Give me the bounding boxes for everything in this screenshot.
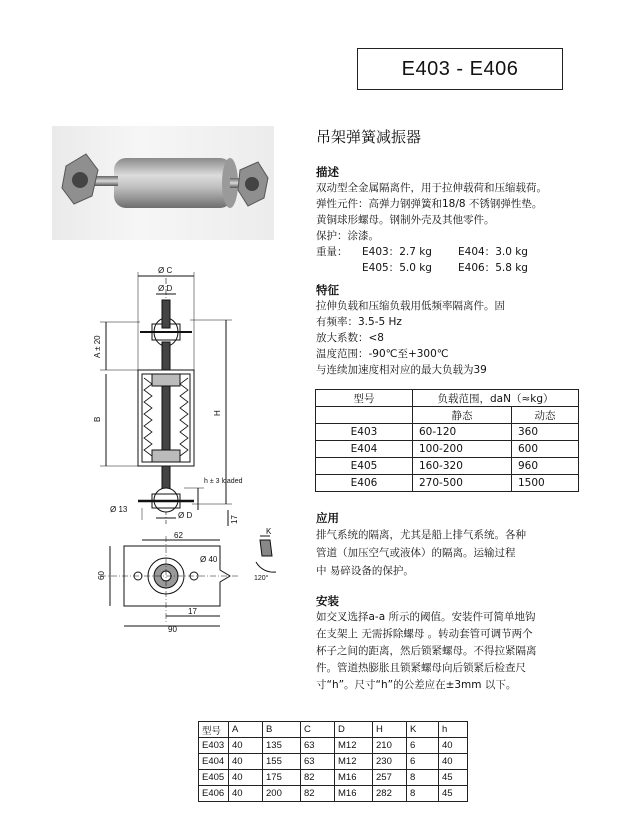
load-dynamic-cell: 360 <box>512 424 579 441</box>
weight-item <box>362 260 432 276</box>
dim-header-c: C <box>301 722 335 738</box>
table-row <box>316 458 579 475</box>
dim-cell: 8 <box>407 786 439 802</box>
weight-model: E406： <box>458 262 496 274</box>
description-body <box>316 180 547 244</box>
dim-cell: 175 <box>263 770 301 786</box>
dim-cell: 45 <box>439 770 468 786</box>
dim-header-h: H <box>373 722 407 738</box>
load-table-header-model: 型号 <box>316 390 413 407</box>
weight-value: 2.7 kg <box>399 246 432 258</box>
description-line: 保护：涂漆。 <box>316 230 379 242</box>
table-row <box>316 424 579 441</box>
dim-header-b: B <box>263 722 301 738</box>
load-table-header-dynamic: 动态 <box>512 407 579 424</box>
weight-item <box>458 260 528 276</box>
dim-header-a: A <box>229 722 263 738</box>
dimension-table <box>198 721 468 802</box>
dim-label-h: H <box>213 410 222 416</box>
description-line: 双动型全金属隔离件，用于拉伸载荷和压缩载荷。 <box>316 182 547 194</box>
table-header-row <box>199 722 468 738</box>
dim-label-62: 62 <box>174 531 183 540</box>
application-heading: 应用 <box>316 511 339 525</box>
dim-label-phi-c: Ø C <box>158 266 173 275</box>
model-range-text: E403 - E406 <box>401 57 519 80</box>
description-line: 黄铜球形螺母。钢制外壳及其他零件。 <box>316 214 495 226</box>
load-table-header-static: 静态 <box>413 407 512 424</box>
dim-label-90: 90 <box>168 625 177 632</box>
dim-label-angle: 120° <box>254 575 269 582</box>
load-model-cell: E404 <box>316 441 413 458</box>
application-line: 中 易碎设备的保护。 <box>316 565 414 577</box>
dim-cell: 135 <box>263 738 301 754</box>
dim-cell: 200 <box>263 786 301 802</box>
load-table-header-range: 负载范围，daN（≈kg） <box>413 390 579 407</box>
dim-cell: 40 <box>229 738 263 754</box>
dim-label-phi-40: Ø 40 <box>200 555 218 564</box>
weight-value: 5.8 kg <box>495 262 528 274</box>
dim-cell: 40 <box>439 738 468 754</box>
weight-item <box>458 244 528 260</box>
dim-cell: 82 <box>301 770 335 786</box>
product-photo-illustration <box>52 126 274 240</box>
weight-value: 3.0 kg <box>495 246 528 258</box>
load-dynamic-cell: 1500 <box>512 475 579 492</box>
table-row <box>199 738 468 754</box>
feature-line: 拉伸负载和压缩负载用低频率隔离件。固 <box>316 300 505 312</box>
dim-label-phi-13: Ø 13 <box>110 505 128 514</box>
application-body <box>316 526 526 580</box>
dim-label-a: A ± 20 <box>93 335 102 358</box>
load-static-cell: 160-320 <box>413 458 512 475</box>
dim-cell: 282 <box>373 786 407 802</box>
dim-cell: 63 <box>301 738 335 754</box>
weight-model: E404： <box>458 246 496 258</box>
dim-cell: E404 <box>199 754 229 770</box>
dim-cell: E403 <box>199 738 229 754</box>
weight-label: 重量： <box>316 246 348 258</box>
load-model-cell: E403 <box>316 424 413 441</box>
feature-line: 有频率：3.5-5 Hz <box>316 316 402 328</box>
dim-cell: 63 <box>301 754 335 770</box>
feature-line: 温度范围：-90℃至+300℃ <box>316 348 449 360</box>
dim-label-phi-d-lower: Ø D <box>178 511 193 520</box>
technical-drawing <box>80 262 300 632</box>
load-table-empty-cell <box>316 407 413 424</box>
dim-label-17b: 17 <box>188 607 197 616</box>
model-range-title <box>357 48 563 90</box>
features-body <box>316 298 505 378</box>
dim-cell: M16 <box>335 770 373 786</box>
load-model-cell: E405 <box>316 458 413 475</box>
load-static-cell: 270-500 <box>413 475 512 492</box>
load-dynamic-cell: 600 <box>512 441 579 458</box>
features-heading: 特征 <box>316 283 339 297</box>
dim-cell: 40 <box>229 786 263 802</box>
dim-cell: M12 <box>335 738 373 754</box>
installation-heading: 安装 <box>316 594 339 608</box>
dim-header-model: 型号 <box>199 722 229 738</box>
dim-label-k: K <box>266 527 272 536</box>
dim-cell: 40 <box>229 754 263 770</box>
weight-value: 5.0 kg <box>399 262 432 274</box>
product-photo <box>52 126 274 240</box>
dim-cell: 40 <box>439 754 468 770</box>
dim-cell: 45 <box>439 786 468 802</box>
table-row <box>199 754 468 770</box>
dim-cell: 8 <box>407 770 439 786</box>
installation-line: 杯子之间的距离，然后锁紧螺母。不得拉紧隔离 <box>316 645 537 657</box>
installation-line: 如交叉选择a-a 所示的阈值。安装件可简单地钩 <box>316 611 536 623</box>
application-line: 管道（加压空气或液体）的隔离。运输过程 <box>316 547 516 559</box>
load-model-cell: E406 <box>316 475 413 492</box>
dim-cell: 6 <box>407 738 439 754</box>
load-dynamic-cell: 960 <box>512 458 579 475</box>
description-heading: 描述 <box>316 165 339 179</box>
dim-header-k: K <box>407 722 439 738</box>
weight-model: E403： <box>362 246 400 258</box>
dim-label-b: B <box>93 416 102 422</box>
dim-cell: M16 <box>335 786 373 802</box>
table-row <box>199 770 468 786</box>
dim-cell: 82 <box>301 786 335 802</box>
dim-label-60: 60 <box>97 571 106 580</box>
dim-cell: 230 <box>373 754 407 770</box>
feature-line: 放大系数：<8 <box>316 332 384 344</box>
weight-model: E405： <box>362 262 400 274</box>
dim-cell: 40 <box>229 770 263 786</box>
dim-header-d: D <box>335 722 373 738</box>
table-row <box>316 475 579 492</box>
load-static-cell: 100-200 <box>413 441 512 458</box>
dim-cell: 257 <box>373 770 407 786</box>
dim-cell: E405 <box>199 770 229 786</box>
dim-header-h-small: h <box>439 722 468 738</box>
load-range-table <box>315 389 579 492</box>
dim-label-17: 17 <box>230 515 239 524</box>
product-title: 吊架弹簧减振器 <box>316 128 422 146</box>
dim-cell: E406 <box>199 786 229 802</box>
installation-body <box>316 609 537 694</box>
dim-cell: 6 <box>407 754 439 770</box>
weight-item <box>362 244 432 260</box>
dim-label-h-loaded: h ± 3 loaded <box>204 478 243 485</box>
table-row <box>199 786 468 802</box>
application-line: 排气系统的隔离，尤其是船上排气系统。各种 <box>316 529 526 541</box>
installation-line: 件。管道热膨胀且锁紧螺母向后锁紧后检查尺 <box>316 662 526 674</box>
dim-cell: 155 <box>263 754 301 770</box>
load-static-cell: 60-120 <box>413 424 512 441</box>
installation-line: 在支架上 无需拆除螺母 。转动套管可调节两个 <box>316 628 533 640</box>
installation-line: 寸“h”。尺寸“h”的公差应在±3mm 以下。 <box>316 679 517 691</box>
feature-line: 与连续加速度相对应的最大负载为39 <box>316 364 487 376</box>
dim-label-phi-d: Ø D <box>158 284 173 293</box>
table-row <box>316 441 579 458</box>
dim-cell: 210 <box>373 738 407 754</box>
dim-cell: M12 <box>335 754 373 770</box>
description-line: 弹性元件：高弹力钢弹簧和18/8 不锈钢弹性垫。 <box>316 198 543 210</box>
